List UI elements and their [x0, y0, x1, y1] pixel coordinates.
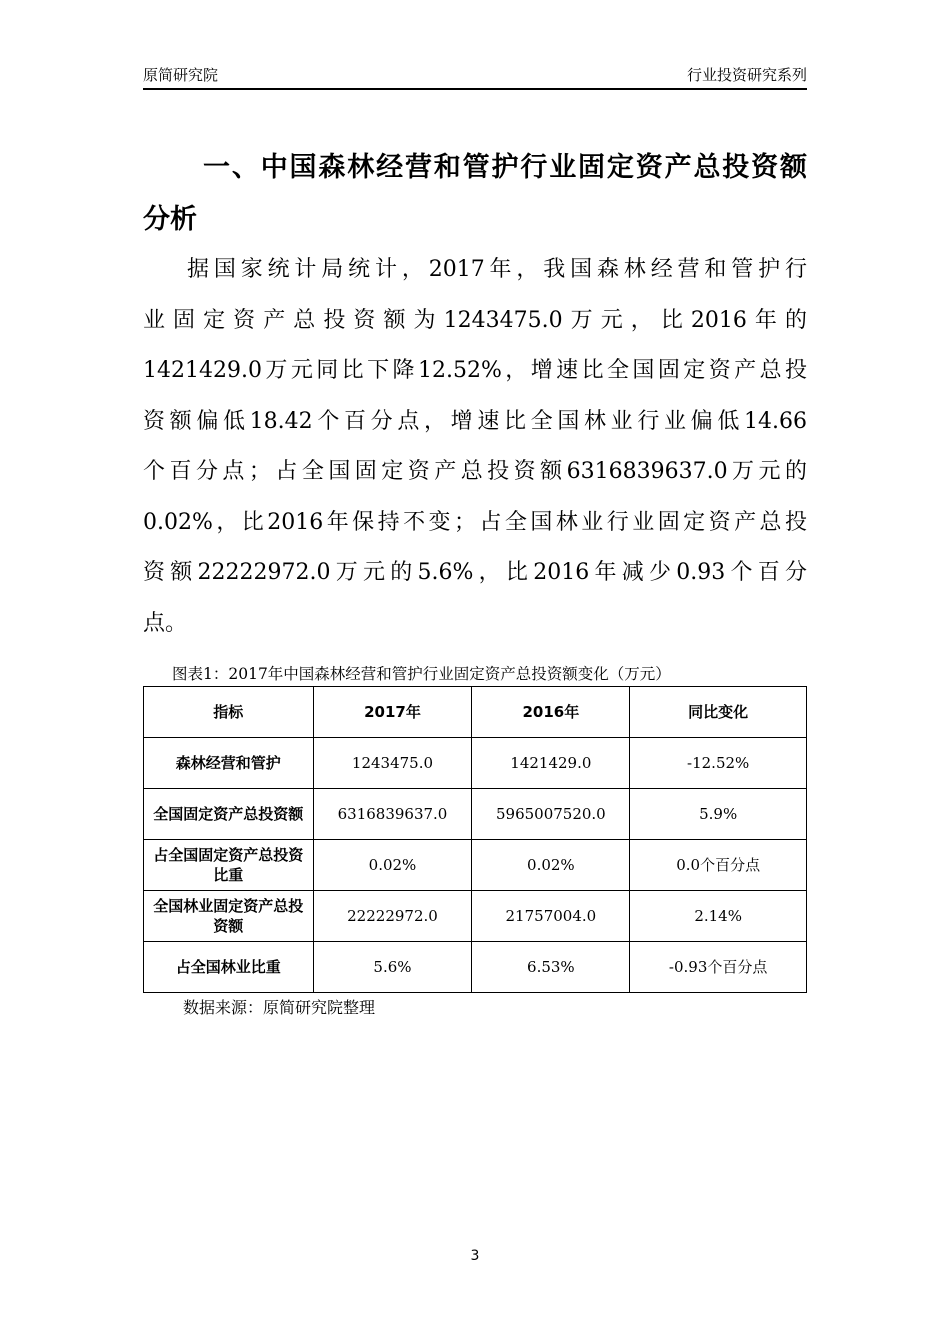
- table-cell: 2.14%: [630, 891, 807, 942]
- table-cell: 0.02%: [313, 840, 472, 891]
- table-cell: 1243475.0: [313, 738, 472, 789]
- column-header: 同比变化: [630, 687, 807, 738]
- table-cell: -12.52%: [630, 738, 807, 789]
- body-paragraph: [143, 250, 807, 654]
- table-cell: 22222972.0: [313, 891, 472, 942]
- table-row: [144, 840, 807, 891]
- column-header: 指标: [144, 687, 314, 738]
- header-left: 原简研究院: [143, 66, 219, 84]
- row-label: 全国林业固定资产总投资额: [144, 891, 314, 942]
- table-cell: 6316839637.0: [313, 789, 472, 840]
- row-label: 占全国固定资产总投资比重: [144, 840, 314, 891]
- table-row: [144, 789, 807, 840]
- section-title-line-1: 一、中国森林经营和管护行业固定资产总投资额: [203, 152, 807, 183]
- table-cell: 0.02%: [472, 840, 630, 891]
- table-caption: 图表1：2017年中国森林经营和管护行业固定资产总投资额变化（万元）: [172, 665, 671, 683]
- row-label: 占全国林业比重: [144, 942, 314, 993]
- page-number: 3: [470, 1248, 480, 1264]
- table-cell: 6.53%: [472, 942, 630, 993]
- paragraph-line: 点。: [143, 610, 188, 636]
- table-cell: 5965007520.0: [472, 789, 630, 840]
- column-header: 2017年: [313, 687, 472, 738]
- section-title-line-2: 分析: [143, 204, 197, 235]
- row-label: 森林经营和管护: [144, 738, 314, 789]
- table-source: 数据来源：原简研究院整理: [183, 998, 376, 1017]
- table-row: [144, 942, 807, 993]
- data-table: [143, 686, 807, 993]
- paragraph-line: 业固定资产总投资额为1243475.0万元，比2016年的: [143, 307, 807, 333]
- table-cell: 1421429.0: [472, 738, 630, 789]
- table-row: [144, 738, 807, 789]
- table-cell: -0.93个百分点: [630, 942, 807, 993]
- paragraph-line: 资额22222972.0万元的5.6%，比2016年减少0.93个百分: [143, 560, 807, 585]
- table-cell: 0.0个百分点: [630, 840, 807, 891]
- row-label: 全国固定资产总投资额: [144, 789, 314, 840]
- table-row: [144, 891, 807, 942]
- table-cell: 5.6%: [313, 942, 472, 993]
- paragraph-line: 0.02%，比2016年保持不变；占全国林业行业固定资产总投: [143, 509, 807, 535]
- paragraph-line: 个百分点；占全国固定资产总投资额6316839637.0万元的: [143, 459, 807, 484]
- paragraph-line: 据国家统计局统计，2017年，我国森林经营和管护行: [187, 257, 807, 282]
- paragraph-line: 资额偏低18.42个百分点，增速比全国林业行业偏低14.66: [143, 408, 807, 434]
- table-cell: 21757004.0: [472, 891, 630, 942]
- paragraph-line: 1421429.0万元同比下降12.52%，增速比全国固定资产总投: [143, 358, 807, 383]
- header-right: 行业投资研究系列: [686, 66, 807, 84]
- column-header: 2016年: [472, 687, 630, 738]
- header-rule: [143, 88, 807, 90]
- table-cell: 5.9%: [630, 789, 807, 840]
- table-header-row: [144, 687, 807, 738]
